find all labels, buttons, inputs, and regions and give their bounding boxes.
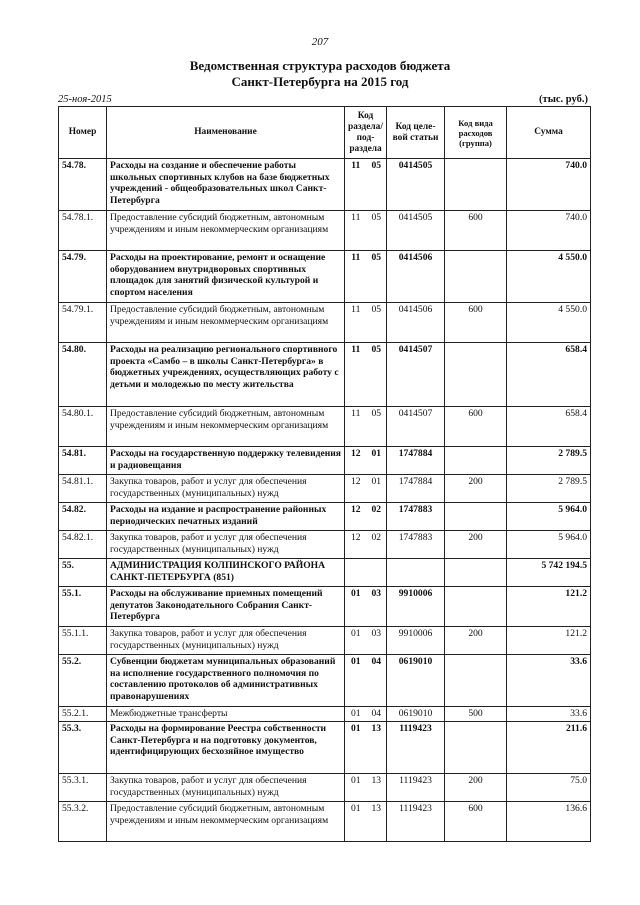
row-number: 54.82.1. (59, 531, 107, 559)
row-razdel: 01 (345, 627, 367, 655)
row-name: Субвенции бюджетам муниципальных образований на исполнение государственного полномочия по составлению протоколов об административных правонарушениях (107, 655, 345, 707)
table-row (59, 211, 591, 251)
row-sum: 136.6 (507, 802, 591, 842)
row-sum: 33.6 (507, 707, 591, 722)
row-vr: 200 (445, 475, 507, 503)
row-number: 54.78.1. (59, 211, 107, 251)
units-label: (тыс. руб.) (539, 94, 588, 105)
row-name: Расходы на проектирование, ремонт и оснащение оборудованием внутридворовых спортивных площадок для занятий физической культурой и спортом населения (107, 251, 345, 303)
row-cs (387, 559, 445, 587)
row-vr (445, 559, 507, 587)
row-number: 55.1.1. (59, 627, 107, 655)
row-number: 55.3.2. (59, 802, 107, 842)
row-sum: 4 550.0 (507, 303, 591, 343)
row-name: Закупка товаров, работ и услуг для обеспечения государственных (муниципальных) нужд (107, 475, 345, 503)
row-sum: 33.6 (507, 655, 591, 707)
row-vr (445, 503, 507, 531)
row-name: АДМИНИСТРАЦИЯ КОЛПИНСКОГО РАЙОНА САНКТ-ПЕТЕРБУРГА (851) (107, 559, 345, 587)
table-row (59, 774, 591, 802)
row-sum: 4 550.0 (507, 251, 591, 303)
row-vr (445, 343, 507, 407)
table-row (59, 303, 591, 343)
table-row (59, 722, 591, 774)
table-body (59, 159, 591, 842)
row-name: Предоставление субсидий бюджетным, автономным учреждениям и иным некоммерческим организациям (107, 303, 345, 343)
row-vr: 200 (445, 627, 507, 655)
row-name: Расходы на государственную поддержку телевидения и радиовещания (107, 447, 345, 475)
row-podrazdel: 01 (367, 447, 387, 475)
header-razdel: Код раздела/ под- раздела (345, 107, 387, 159)
row-podrazdel: 02 (367, 531, 387, 559)
row-name: Расходы на издание и распространение районных периодических печатных изданий (107, 503, 345, 531)
table-header-row (59, 107, 591, 159)
expenditure-table (58, 106, 591, 842)
table-row (59, 407, 591, 447)
row-cs: 0414505 (387, 211, 445, 251)
row-cs: 1747883 (387, 531, 445, 559)
header-num: Номер (59, 107, 107, 159)
row-cs: 9910006 (387, 587, 445, 627)
row-sum: 658.4 (507, 407, 591, 447)
row-razdel: 11 (345, 407, 367, 447)
row-podrazdel: 05 (367, 251, 387, 303)
row-vr (445, 159, 507, 211)
row-razdel: 12 (345, 531, 367, 559)
row-vr: 600 (445, 407, 507, 447)
row-vr: 600 (445, 303, 507, 343)
row-podrazdel: 13 (367, 774, 387, 802)
row-razdel: 01 (345, 655, 367, 707)
row-razdel: 11 (345, 303, 367, 343)
row-razdel: 01 (345, 587, 367, 627)
table-row (59, 343, 591, 407)
row-razdel: 01 (345, 707, 367, 722)
table-row (59, 627, 591, 655)
row-podrazdel: 05 (367, 407, 387, 447)
document-title (0, 58, 640, 90)
row-number: 54.80.1. (59, 407, 107, 447)
row-cs: 1747884 (387, 447, 445, 475)
row-cs: 1119423 (387, 722, 445, 774)
row-vr: 500 (445, 707, 507, 722)
row-sum: 740.0 (507, 211, 591, 251)
row-number: 55.2.1. (59, 707, 107, 722)
header-vr: Код вида расходов (группа) (445, 107, 507, 159)
row-number: 54.79.1. (59, 303, 107, 343)
row-sum: 658.4 (507, 343, 591, 407)
row-cs: 0414506 (387, 251, 445, 303)
table-row (59, 587, 591, 627)
row-name: Предоставление субсидий бюджетным, автономным учреждениям и иным некоммерческим организациям (107, 407, 345, 447)
row-sum: 2 789.5 (507, 447, 591, 475)
title-line-2: Санкт-Петербурга на 2015 год (231, 74, 409, 89)
table-row (59, 251, 591, 303)
row-razdel (345, 559, 367, 587)
table-row (59, 447, 591, 475)
row-number: 55.3.1. (59, 774, 107, 802)
row-podrazdel: 03 (367, 627, 387, 655)
row-number: 55.3. (59, 722, 107, 774)
header-cs: Код целе- вой статьи (387, 107, 445, 159)
header-name: Наименование (107, 107, 345, 159)
row-name: Предоставление субсидий бюджетным, автономным учреждениям и иным некоммерческим организациям (107, 211, 345, 251)
row-sum: 211.6 (507, 722, 591, 774)
row-cs: 0414507 (387, 407, 445, 447)
row-number: 55.1. (59, 587, 107, 627)
row-name: Межбюджетные трансферты (107, 707, 345, 722)
table-row (59, 802, 591, 842)
row-vr (445, 447, 507, 475)
row-podrazdel: 02 (367, 503, 387, 531)
table-row (59, 475, 591, 503)
row-razdel: 01 (345, 802, 367, 842)
row-cs: 0619010 (387, 655, 445, 707)
row-razdel: 01 (345, 722, 367, 774)
report-date: 25-ноя-2015 (58, 94, 112, 105)
row-cs: 0619010 (387, 707, 445, 722)
row-name: Закупка товаров, работ и услуг для обеспечения государственных (муниципальных) нужд (107, 531, 345, 559)
row-podrazdel: 05 (367, 211, 387, 251)
row-razdel: 11 (345, 211, 367, 251)
table-row (59, 707, 591, 722)
row-number: 54.81. (59, 447, 107, 475)
row-name: Расходы на реализацию регионального спортивного проекта «Самбо – в школы Санкт-Петербурга» в бюджетных учреждениях, осуществляющих работу с детьми и молодежью по месту жительства (107, 343, 345, 407)
row-number: 54.79. (59, 251, 107, 303)
row-sum: 5 964.0 (507, 503, 591, 531)
row-vr (445, 722, 507, 774)
row-podrazdel: 01 (367, 475, 387, 503)
row-podrazdel: 05 (367, 303, 387, 343)
row-vr (445, 251, 507, 303)
row-name: Расходы на создание и обеспечение работы школьных спортивных клубов на базе бюджетных учреждений - общеобразовательных школ Санкт-Петербурга (107, 159, 345, 211)
row-name: Закупка товаров, работ и услуг для обеспечения государственных (муниципальных) нужд (107, 774, 345, 802)
row-sum: 75.0 (507, 774, 591, 802)
row-podrazdel: 04 (367, 707, 387, 722)
row-razdel: 12 (345, 475, 367, 503)
row-sum: 2 789.5 (507, 475, 591, 503)
row-cs: 1747883 (387, 503, 445, 531)
row-podrazdel: 03 (367, 587, 387, 627)
row-sum: 121.2 (507, 627, 591, 655)
row-name: Расходы на формирование Реестра собственности Санкт-Петербурга и на подготовку документов, идентифицирующих бесхозяйное имущество (107, 722, 345, 774)
row-sum: 5 742 194.5 (507, 559, 591, 587)
row-vr: 600 (445, 211, 507, 251)
row-cs: 0414505 (387, 159, 445, 211)
header-sum: Сумма (507, 107, 591, 159)
row-razdel: 11 (345, 159, 367, 211)
row-number: 55.2. (59, 655, 107, 707)
row-podrazdel: 05 (367, 159, 387, 211)
row-razdel: 11 (345, 251, 367, 303)
row-number: 55. (59, 559, 107, 587)
row-podrazdel (367, 559, 387, 587)
row-sum: 5 964.0 (507, 531, 591, 559)
row-sum: 740.0 (507, 159, 591, 211)
row-vr: 200 (445, 774, 507, 802)
title-line-1: Ведомственная структура расходов бюджета (189, 58, 451, 73)
row-podrazdel: 05 (367, 343, 387, 407)
row-number: 54.81.1. (59, 475, 107, 503)
row-name: Расходы на обслуживание приемных помещений депутатов Законодательного Собрания Санкт-Петербурга (107, 587, 345, 627)
row-cs: 9910006 (387, 627, 445, 655)
row-cs: 1119423 (387, 802, 445, 842)
row-number: 54.78. (59, 159, 107, 211)
row-razdel: 11 (345, 343, 367, 407)
table-row (59, 559, 591, 587)
row-podrazdel: 04 (367, 655, 387, 707)
row-number: 54.80. (59, 343, 107, 407)
row-vr (445, 655, 507, 707)
row-vr: 600 (445, 802, 507, 842)
row-name: Предоставление субсидий бюджетным, автономным учреждениям и иным некоммерческим организациям (107, 802, 345, 842)
table-row (59, 655, 591, 707)
table-row (59, 531, 591, 559)
table-row (59, 159, 591, 211)
row-vr (445, 587, 507, 627)
row-podrazdel: 13 (367, 722, 387, 774)
row-cs: 1747884 (387, 475, 445, 503)
table-row (59, 503, 591, 531)
row-cs: 0414506 (387, 303, 445, 343)
row-cs: 0414507 (387, 343, 445, 407)
row-vr: 200 (445, 531, 507, 559)
row-cs: 1119423 (387, 774, 445, 802)
row-number: 54.82. (59, 503, 107, 531)
row-razdel: 12 (345, 447, 367, 475)
row-razdel: 12 (345, 503, 367, 531)
row-sum: 121.2 (507, 587, 591, 627)
row-razdel: 01 (345, 774, 367, 802)
page-number: 207 (311, 36, 329, 48)
row-name: Закупка товаров, работ и услуг для обеспечения государственных (муниципальных) нужд (107, 627, 345, 655)
row-podrazdel: 13 (367, 802, 387, 842)
